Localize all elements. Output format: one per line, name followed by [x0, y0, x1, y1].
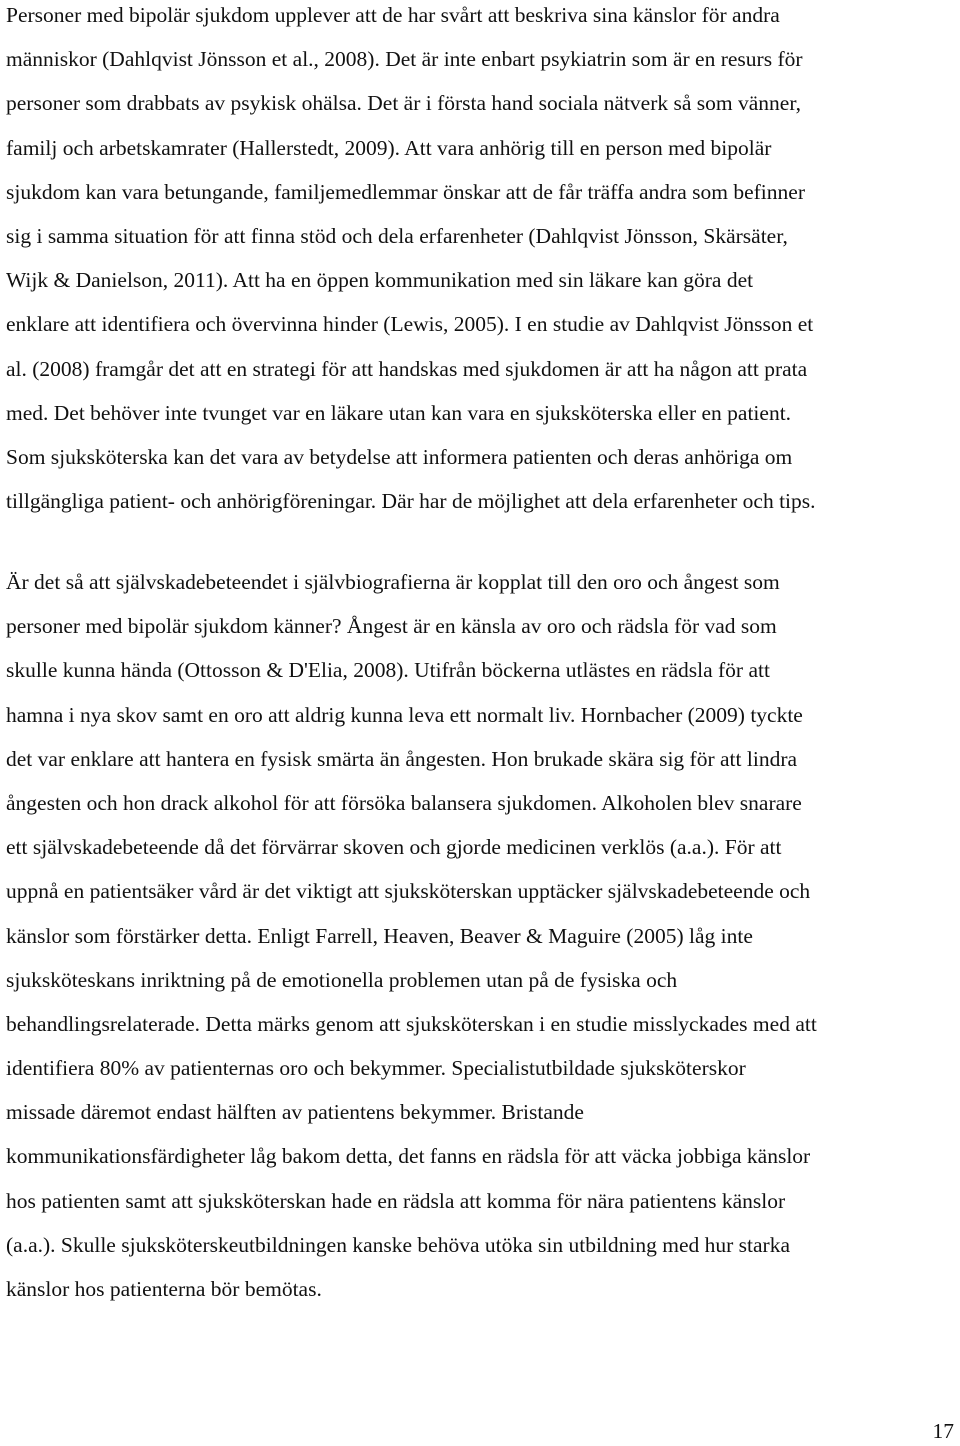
text-line: hamna i nya skov samt en oro att aldrig kunna leva ett normalt liv. Hornbacher (2009) tyckte	[6, 702, 803, 727]
text-line: kommunikationsfärdigheter låg bakom detta, det fanns en rädsla för att väcka jobbiga känslor	[6, 1144, 811, 1169]
text-line: (a.a.). Skulle sjuksköterskeutbildningen kanske behöva utöka sin utbildning med hur starka	[6, 1232, 791, 1257]
text-line: känslor som förstärker detta. Enligt Farrell, Heaven, Beaver & Maguire (2005) låg inte	[6, 923, 753, 948]
text-line: tillgängliga patient- och anhörigföreningar. Där har de möjlighet att dela erfarenheter och tips.	[6, 489, 816, 514]
text-line: det var enklare att hantera en fysisk smärta än ångesten. Hon brukade skära sig för att lindra	[6, 746, 798, 771]
text-line: känslor hos patienterna bör bemötas.	[6, 1277, 322, 1301]
text-line: Är det så att självskadebeteendet i självbiografierna är kopplat till den oro och ångest som	[6, 570, 780, 594]
page-number: 17	[932, 1419, 954, 1443]
text-line: identifiera 80% av patienternas oro och bekymmer. Specialistutbildade sjuksköterskor	[6, 1056, 746, 1081]
text-line: människor (Dahlqvist Jönsson et al., 2008). Det är inte enbart psykiatrin som är en resurs för	[6, 47, 803, 72]
text-line: Personer med bipolär sjukdom upplever att de har svårt att beskriva sina känslor för andra	[6, 3, 780, 27]
text-line: behandlingsrelaterade. Detta märks genom att sjuksköterskan i en studie misslyckades med att	[6, 1011, 817, 1036]
text-line: sjuksköteskans inriktning på de emotionella problemen utan på de fysiska och	[6, 967, 678, 992]
text-line: ett självskadebeteende då det förvärrar skoven och gjorde medicinen verklös (a.a.). För att	[6, 835, 782, 860]
text-line: sig i samma situation för att finna stöd och dela erfarenheter (Dahlqvist Jönsson, Skärsäter,	[6, 223, 788, 248]
text-line: familj och arbetskamrater (Hallerstedt, 2009). Att vara anhörig till en person med bipolär	[6, 135, 772, 160]
text-line: hos patienten samt att sjuksköterskan hade en rädsla att komma för nära patientens känslor	[6, 1188, 786, 1213]
text-line: personer med bipolär sjukdom känner? Ångest är en känsla av oro och rädsla för vad som	[6, 614, 777, 639]
text-line: Som sjuksköterska kan det vara av betydelse att informera patienten och deras anhöriga om	[6, 444, 793, 469]
text-line: uppnå en patientsäker vård är det viktigt att sjuksköterskan upptäcker självskadebeteende och	[6, 879, 811, 904]
paragraph-1	[6, 0, 956, 523]
text-line: sjukdom kan vara betungande, familjemedlemmar önskar att de får träffa andra som befinner	[6, 179, 805, 204]
text-line: med. Det behöver inte tvunget var en läkare utan kan vara en sjuksköterska eller en patient.	[6, 400, 792, 425]
text-line: ångesten och hon drack alkohol för att försöka balansera sjukdomen. Alkoholen blev snarare	[6, 790, 802, 815]
paragraph-2	[6, 560, 956, 1311]
text-line: Wijk & Danielson, 2011). Att ha en öppen kommunikation med sin läkare kan göra det	[6, 268, 754, 293]
text-line: al. (2008) framgår det att en strategi för att handskas med sjukdomen är att ha någon att prata	[6, 356, 808, 381]
text-line: missade däremot endast hälften av patientens bekymmer. Bristande	[6, 1100, 584, 1125]
text-line: skulle kunna hända (Ottosson & D'Elia, 2008). Utifrån böckerna utlästes en rädsla för att	[6, 658, 770, 683]
text-line: personer som drabbats av psykisk ohälsa. Det är i första hand sociala nätverk så som vänner,	[6, 91, 802, 116]
text-line: enklare att identifiera och övervinna hinder (Lewis, 2005). I en studie av Dahlqvist Jönsson et	[6, 312, 814, 337]
